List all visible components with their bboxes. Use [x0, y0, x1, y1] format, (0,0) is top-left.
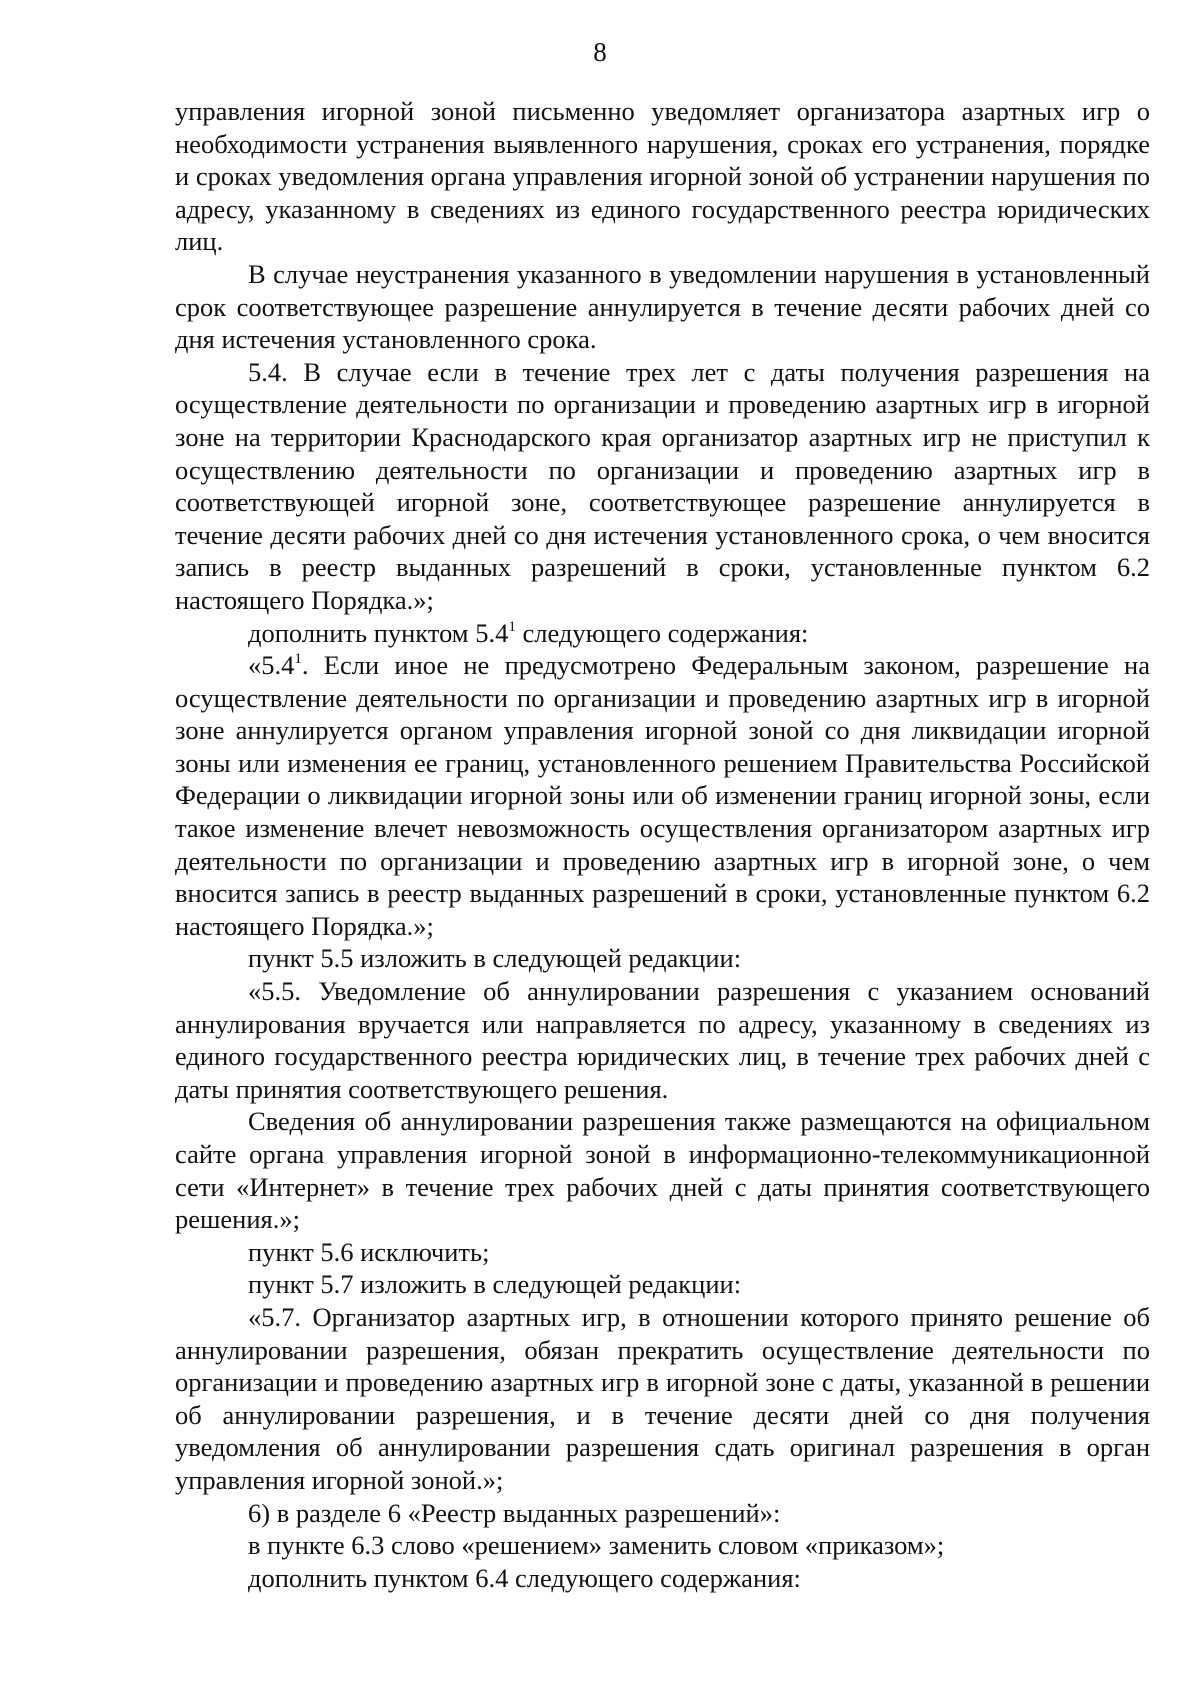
document-body [175, 95, 1150, 1594]
paragraph-5-6-exclude: пункт 5.6 исключить; [248, 1236, 490, 1267]
text-segment: «5.4 [248, 650, 295, 681]
paragraph-5-5: «5.5. Уведомление об аннулировании разрешения с указанием оснований аннулирования вручается или направляется по адресу, указанному в сведениях из единого государственного реестра юридических лиц, в течение трех рабочих дней с даты принятия соответствующего решения. [175, 976, 1150, 1104]
text-segment: . Если иное не предусмотрено Федеральным законом, разрешение на осуществление деятельности по организации и проведению азартных игр в игорной зоне аннулируется органом управления игорной зоной со дня ликвидации игорной зоны или изменения ее границ, установленного решением Правительства Российской Федерации о ликвидации игорной зоны или об изменении границ игорной зоны, если такое изменение влечет невозможность осуществления организатором азартных игр деятельности по организации и проведению азартных игр в игорной зоне, о чем вносится запись в реестр выданных разрешений в сроки, установленные пунктом 6.2 настоящего Порядка.»; [175, 650, 1150, 941]
paragraph-5-7-instruction: пункт 5.7 изложить в следующей редакции: [248, 1269, 742, 1300]
paragraph-notice-continuation: управления игорной зоной письменно уведомляет организатора азартных игр о необходимости устранения выявленного нарушения, сроках его устранения, порядке и сроках уведомления органа управления игорной зоной об устранении нарушения по адресу, указанному в сведениях из единого государственного реестра юридических лиц. [175, 96, 1150, 257]
paragraph-5-4-1 [175, 649, 1150, 942]
paragraph-non-remedy: В случае неустранения указанного в уведомлении нарушения в установленный срок соответствующее разрешение аннулируется в течение десяти рабочих дней со дня истечения установленного срока. [175, 258, 1150, 355]
paragraph-publication: Сведения об аннулировании разрешения также размещаются на официальном сайте органа управления игорной зоной в информационно-телекоммуникационной сети «Интернет» в течение трех рабочих дней с даты принятия соответствующего решения.»; [175, 1106, 1150, 1235]
paragraph-5-5-instruction: пункт 5.5 изложить в следующей редакции: [248, 943, 742, 974]
paragraph-section-6: 6) в разделе 6 «Реестр выданных разрешений»: [248, 1497, 781, 1528]
paragraph-5-4: 5.4. В случае если в течение трех лет с даты получения разрешения на осуществление деятельности по организации и проведению азартных игр в игорной зоне на территории Краснодарского края организатор азартных игр не приступил к осуществлению деятельности по организации и проведению азартных игр в соответствующей игорной зоне, соответствующее разрешение аннулируется в течение десяти рабочих дней со дня истечения установленного срока, о чем вносится запись в реестр выданных разрешений в сроки, установленные пунктом 6.2 настоящего Порядка.»; [175, 356, 1150, 615]
superscript: 1 [294, 651, 302, 668]
superscript: 1 [508, 618, 516, 635]
text-segment: дополнить пунктом 5.4 [248, 617, 509, 648]
page-number: 8 [593, 37, 607, 67]
paragraph-add-5-4-1 [175, 617, 1150, 650]
text-segment: следующего содержания: [515, 617, 809, 648]
paragraph-add-6-4: дополнить пунктом 6.4 следующего содержания: [248, 1562, 801, 1593]
paragraph-6-3: в пункте 6.3 слово «решением» заменить словом «приказом»; [248, 1530, 945, 1561]
paragraph-5-7: «5.7. Организатор азартных игр, в отношении которого принято решение об аннулировании разрешения, обязан прекратить осуществление деятельности по организации и проведению азартных игр в игорной зоне с даты, указанной в решении об аннулировании разрешения, и в течение десяти дней со дня получения уведомления об аннулировании разрешения сдать оригинал разрешения в орган управления игорной зоной.»; [175, 1301, 1150, 1495]
